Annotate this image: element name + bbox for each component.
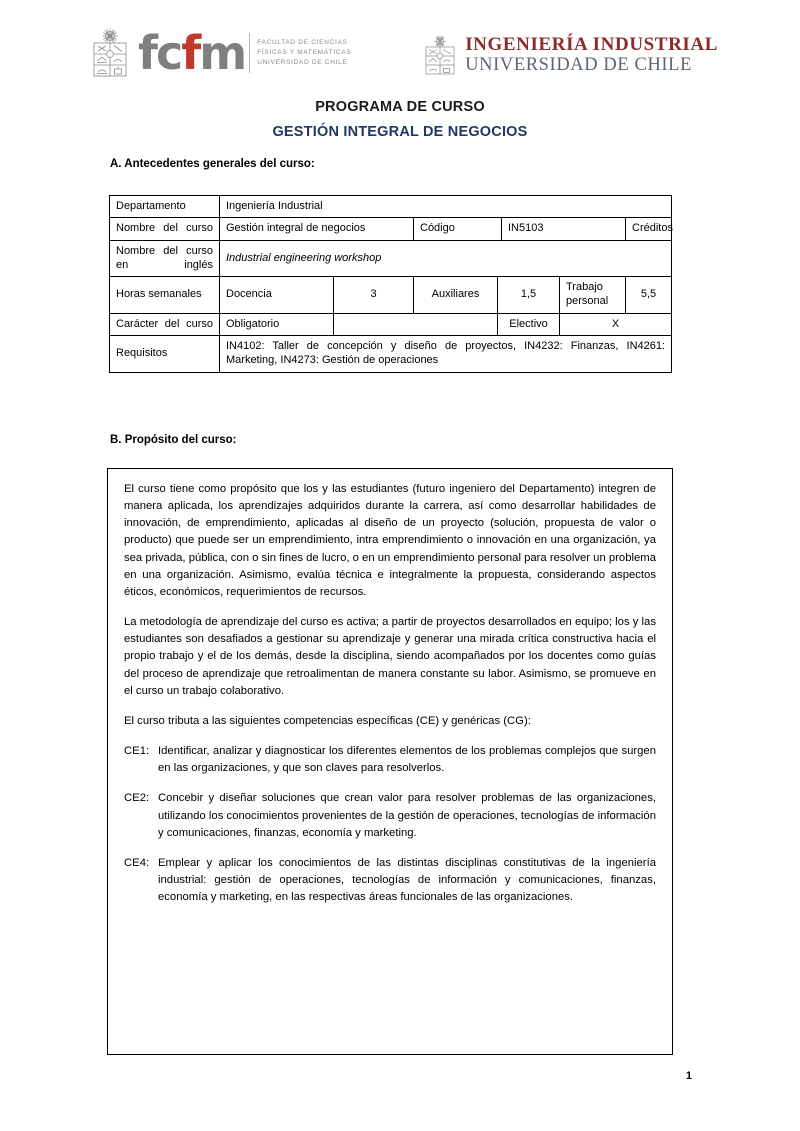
- purpose-paragraph-1: El curso tiene como propósito que los y las estudiantes (futuro ingeniero del Departamento) integren de manera aplicada, los aprendizajes adquiridos durante la carrera, así como desarrollar habilidades de innovación, de emprendimiento, aplicadas al diseño de un proyecto (solución, propuesta de valor o producto) que puede ser un emprendimiento, intra emprendimiento o innovación en una organización, ya sea privada, pública, con o sin fines de lucro, o en un emprendimiento personal para resolver un problema en una organización. Asimismo, evalúa técnica e integralmente la propuesta, considerando aspectos éticos, económicos, requerimientos de recursos.: [124, 483, 656, 598]
- course-info-table-part2: [109, 240, 672, 373]
- cell-codigo-value: IN5103: [502, 218, 626, 240]
- ingenieria-industrial-wordmark: [465, 34, 718, 76]
- table-row-nombre-ingles: [110, 240, 672, 277]
- cell-trabajo-personal-label: Trabajo personal: [560, 277, 626, 314]
- competency-item-ce2: [124, 790, 656, 841]
- cell-horas-label: Horas semanales: [110, 277, 220, 314]
- table-row-requisitos: [110, 336, 672, 373]
- competency-text: Concebir y diseñar soluciones que crean valor para resolver problemas de las organizaciones, utilizando los conocimientos provenientes de la gestión de operaciones, tecnologías de información y comunicaciones, finanzas, economía y marketing.: [158, 792, 656, 839]
- competency-text: Identificar, analizar y diagnosticar los diferentes elementos de los problemas complejos que surgen en las organizaciones, y que son claves para resolverlos.: [158, 745, 656, 775]
- fcfm-subtitle-line-3: UNIVERSIDAD DE CHILE: [257, 59, 348, 67]
- logo-divider: [249, 33, 250, 73]
- cell-electivo-label: Electivo: [498, 313, 560, 335]
- page-header: [0, 22, 800, 92]
- cell-departamento-value: Ingeniería Industrial: [220, 196, 672, 218]
- cell-departamento-label: Departamento: [110, 196, 220, 218]
- fcfm-subtitle: [257, 38, 351, 68]
- fcfm-wordmark: [138, 26, 246, 80]
- cell-requisitos-value: IN4102: Taller de concepción y diseño de proyectos, IN4232: Finanzas, IN4261: Marketing, IN4273: Gestión de operaciones: [220, 336, 672, 373]
- page-title: PROGRAMA DE CURSO: [315, 99, 485, 115]
- purpose-content-box: [107, 468, 673, 1055]
- table-row-nombre-curso: [110, 218, 672, 240]
- ingenieria-industrial-line-2: UNIVERSIDAD DE CHILE: [465, 55, 692, 76]
- cell-creditos-label: Créditos: [626, 218, 672, 240]
- cell-codigo-label: Código: [414, 218, 502, 240]
- cell-requisitos-label: Requisitos: [110, 336, 220, 373]
- purpose-paragraph-3: El curso tributa a las siguientes competencias específicas (CE) y genéricas (CG):: [124, 714, 531, 727]
- competency-code: CE2:: [124, 792, 150, 805]
- competency-item-ce4: [124, 855, 656, 906]
- section-heading-a: A. Antecedentes generales del curso:: [110, 158, 315, 170]
- page-subtitle: GESTIÓN INTEGRAL DE NEGOCIOS: [272, 124, 528, 140]
- cell-auxiliares-value: 1,5: [498, 277, 560, 314]
- purpose-paragraph-2: La metodología de aprendizaje del curso es activa; a partir de proyectos desarrollados en equipo; los y las estudiantes son desafiados a gestionar su aprendizaje y generar una mirada crítica constructiva hacia el propio trabajo y el de los demás, desde la disciplina, siendo acompañados por los docentes como guías del proceso de aprendizaje que retroalimentan de manera constante su labor. Asimismo, se promueve en el curso un trabajo colaborativo.: [124, 616, 656, 697]
- section-heading-b: B. Propósito del curso:: [110, 434, 237, 446]
- cell-electivo-value: X: [560, 313, 672, 335]
- page-number: 1: [685, 1070, 692, 1082]
- cell-auxiliares-label: Auxiliares: [414, 277, 498, 314]
- cell-nombre-curso-label: Nombre del curso: [110, 218, 220, 240]
- cell-nombre-ingles-value: Industrial engineering workshop: [220, 240, 672, 277]
- cell-caracter-label: Carácter del curso: [110, 313, 220, 335]
- table-row-departamento: [110, 196, 672, 218]
- competency-text: Emplear y aplicar los conocimientos de las distintas disciplinas constitutivas de la ingeniería industrial: gestión de operaciones, tecnologías de información y comunicaciones, finanzas, economía y marketing, en las respectivas áreas funcionales de las organizaciones.: [158, 856, 656, 904]
- cell-docencia-label: Docencia: [220, 277, 334, 314]
- course-info-table: [109, 195, 672, 241]
- cell-obligatorio-value: [334, 313, 498, 335]
- university-of-chile-crest-icon: [422, 35, 458, 75]
- fcfm-wordmark-fc: fc: [138, 26, 182, 80]
- ingenieria-industrial-line-1: INGENIERÍA INDUSTRIAL: [465, 34, 718, 55]
- cell-nombre-ingles-label: Nombre del curso en inglés: [110, 240, 220, 277]
- fcfm-subtitle-line-2: FÍSICAS Y MATEMÁTICAS: [257, 48, 352, 56]
- cell-obligatorio-label: Obligatorio: [220, 313, 334, 335]
- course-info-table-wrapper: [109, 195, 671, 373]
- competency-item-ce1: [124, 743, 656, 777]
- cell-docencia-value: 3: [334, 277, 414, 314]
- fcfm-wordmark-m: m: [199, 26, 246, 80]
- fcfm-logo: [88, 28, 351, 78]
- cell-nombre-curso-value: Gestión integral de negocios: [220, 218, 414, 240]
- fcfm-wordmark-f: f: [181, 26, 200, 80]
- cell-trabajo-personal-value: 5,5: [626, 277, 672, 314]
- table-row-caracter: [110, 313, 672, 335]
- fcfm-subtitle-line-1: FACULTAD DE CIENCIAS: [257, 38, 348, 46]
- university-of-chile-crest-icon: [88, 28, 132, 78]
- table-row-horas: [110, 277, 672, 314]
- competency-code: CE1:: [124, 745, 150, 758]
- competency-code: CE4:: [124, 856, 150, 869]
- ingenieria-industrial-logo: [422, 34, 718, 76]
